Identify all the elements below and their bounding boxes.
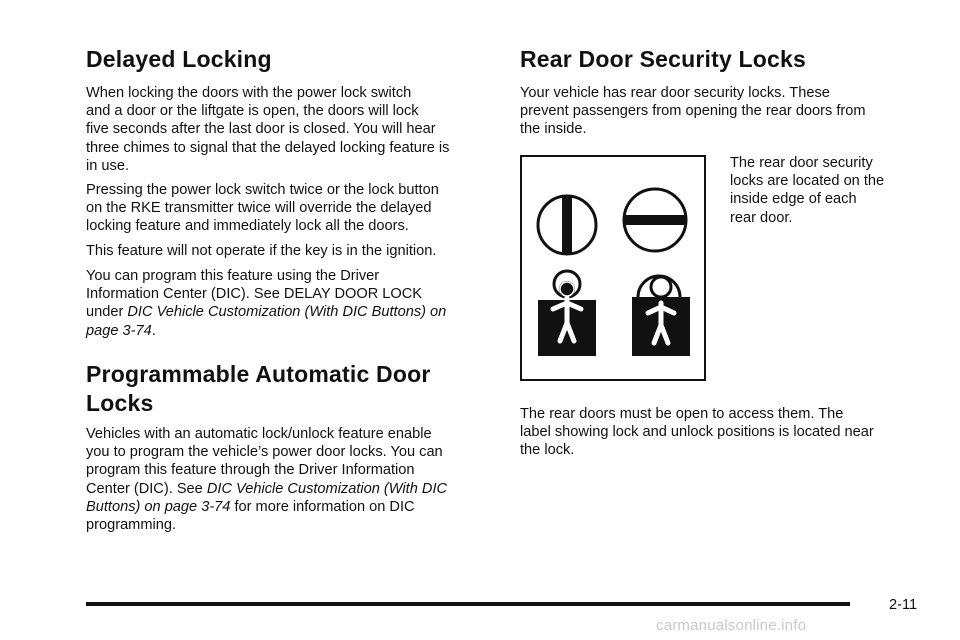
footer-rule: [86, 602, 850, 606]
text-line: inside edge of each: [730, 191, 857, 208]
text-line: rear door.: [730, 209, 793, 226]
text-line: you to program the vehicle’s power door locks. You can: [86, 444, 443, 461]
paragraph-lock-location: [730, 154, 930, 227]
heading-delayed-locking: Delayed Locking: [86, 46, 272, 72]
text-fragment: Center (DIC). See: [86, 480, 207, 497]
text-fragment: for more information on DIC: [230, 498, 415, 515]
text-line: The rear doors must be open to access them. The: [520, 406, 844, 422]
page-number: 2-11: [889, 597, 918, 613]
text-line: The rear door security: [730, 155, 873, 171]
text-line: [86, 480, 496, 498]
text-line: Your vehicle has rear door security locks. These: [520, 85, 830, 101]
heading-line: Locks: [86, 390, 154, 416]
text-line: When locking the doors with the power lock switch: [86, 85, 412, 101]
text-line: five seconds after the last door is closed. You will hear: [86, 121, 436, 138]
text-line: Pressing the power lock switch twice or the lock button: [86, 182, 439, 198]
security-lock-label-figure: [520, 155, 706, 381]
text-fragment: .: [151, 322, 156, 339]
text-line: locking feature and immediately lock all the doors.: [86, 218, 409, 235]
heading-rear-door-security-locks: Rear Door Security Locks: [520, 46, 807, 72]
text-line: prevent passengers from opening the rear doors from: [520, 103, 866, 120]
text-line: label showing lock and unlock positions is located near: [520, 424, 874, 441]
cross-reference-link[interactable]: page 3-74: [86, 322, 152, 339]
lock-positions-illustration: [522, 157, 704, 379]
paragraph-programmable: [86, 425, 496, 534]
text-line: [86, 303, 496, 321]
text-line: [86, 498, 496, 516]
text-line: three chimes to signal that the delayed locking feature is: [86, 139, 450, 156]
cross-reference-link[interactable]: DIC Vehicle Customization (With DIC Buttons) on: [127, 304, 447, 321]
text-line: You can program this feature using the Driver: [86, 268, 380, 284]
text-line: programming.: [86, 517, 177, 534]
text-line: [86, 322, 496, 340]
text-line: in use.: [86, 157, 129, 174]
paragraph-rear-access: [520, 405, 940, 460]
text-line: locks are located on the: [730, 173, 885, 190]
cross-reference-link[interactable]: DIC Vehicle Customization (With DIC: [206, 480, 448, 497]
paragraph-delayed-locking-1: [86, 84, 496, 175]
text-line: the lock.: [520, 442, 575, 459]
text-line: and a door or the liftgate is open, the doors will lock: [86, 103, 419, 120]
text-fragment: under: [86, 304, 128, 321]
text-line: Information Center (DIC). See DELAY DOOR LOCK: [86, 286, 423, 303]
text-line: Vehicles with an automatic lock/unlock feature enable: [86, 426, 432, 442]
text-line: the inside.: [520, 121, 587, 138]
cross-reference-link[interactable]: Buttons) on page 3-74: [86, 498, 231, 515]
heading-line: Programmable Automatic Door: [86, 361, 431, 387]
lock-slot-horizontal-icon: [624, 189, 686, 251]
paragraph-rear-intro: [520, 84, 930, 139]
paragraph-delayed-locking-4: [86, 267, 496, 340]
paragraph-delayed-locking-3: This feature will not operate if the key is in the ignition.: [86, 243, 437, 259]
lock-slot-vertical-icon: [538, 196, 596, 254]
child-lock-disengaged-icon: [632, 276, 690, 356]
child-lock-engaged-icon: [538, 271, 596, 356]
text-line: program this feature through the Driver Information: [86, 462, 415, 479]
text-line: on the RKE transmitter twice will override the delayed: [86, 200, 432, 217]
paragraph-delayed-locking-2: [86, 181, 496, 236]
heading-programmable-locks: [86, 360, 431, 418]
watermark: carmanualsonline.info: [656, 617, 807, 634]
